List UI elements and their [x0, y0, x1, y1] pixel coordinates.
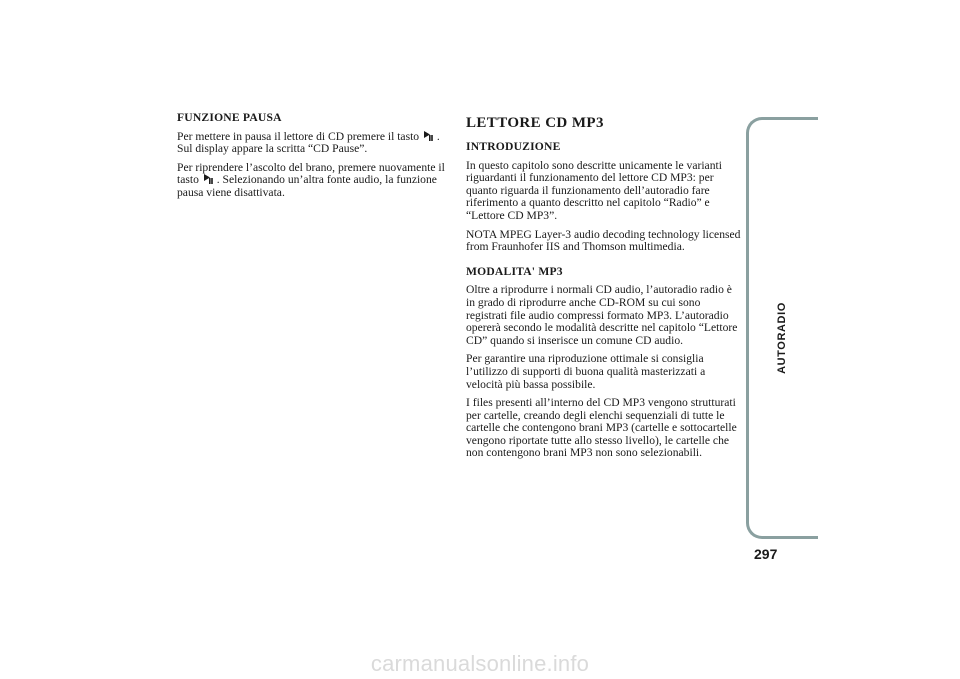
page-number: 297 [754, 546, 778, 562]
left-column [177, 112, 450, 206]
intro-paragraph-1: In questo capitolo sono descritte unicamente le varianti riguardanti il funzionamento del lettore CD MP3: per quanto riguarda il funzionamento dell’autoradio fare riferimento a quanto descritto nel capitolo “Radio” e “Lettore CD MP3”. [466, 158, 722, 222]
pause-text-end: . Sul display appare la scritta “CD Pause”. [177, 129, 440, 156]
play-pause-icon [423, 131, 433, 141]
resume-text-end: . Selezionando un’altra fonte audio, la funzione pausa viene disattivata. [177, 173, 437, 199]
pause-paragraph [177, 131, 450, 156]
mp3-mode-paragraph-2: Per garantire una riproduzione ottimale si consiglia l’utilizzo di supporti di buona qualità masterizzati a velocità più bassa possibile. [466, 352, 706, 391]
pause-text-start: Per mettere in pausa il lettore di CD premere il tasto [177, 129, 420, 143]
right-column [466, 112, 742, 466]
resume-text-start: Per riprendere l’ascolto del brano, premere nuovamente il tasto [177, 160, 445, 187]
section-title: LETTORE CD MP3 [466, 115, 604, 131]
pause-function-heading: FUNZIONE PAUSA [177, 111, 282, 124]
intro-note-paragraph: NOTA MPEG Layer-3 audio decoding technology licensed from Fraunhofer IIS and Thomson multimedia. [466, 227, 741, 254]
chapter-tab-text: AUTORADIO [776, 302, 788, 374]
chapter-tab-label [772, 278, 792, 398]
footer-watermark: carmanualsonline.info [370, 650, 590, 676]
play-pause-icon [203, 174, 213, 184]
mp3-mode-heading: MODALITA' MP3 [466, 264, 563, 278]
mp3-mode-paragraph-1: Oltre a riprodurre i normali CD audio, l’autoradio radio è in grado di riprodurre anche CD-ROM su cui sono registrati file audio compressi formato MP3. L’autoradio opererà secondo le modalità descritte nel capitolo “Lettore CD” quando si inserisce un comune CD audio. [466, 283, 738, 347]
resume-paragraph [177, 162, 450, 200]
mp3-mode-paragraph-3: I files presenti all’interno del CD MP3 vengono strutturati per cartelle, creando degli elenchi sequenziali di tutte le cartelle che contengono brani MP3 (cartelle e sottocartelle vengono riportate tutte allo stesso livello), le cartelle che non contengono brani MP3 non sono selezionabili. [466, 396, 737, 460]
intro-heading: INTRODUZIONE [466, 140, 561, 153]
